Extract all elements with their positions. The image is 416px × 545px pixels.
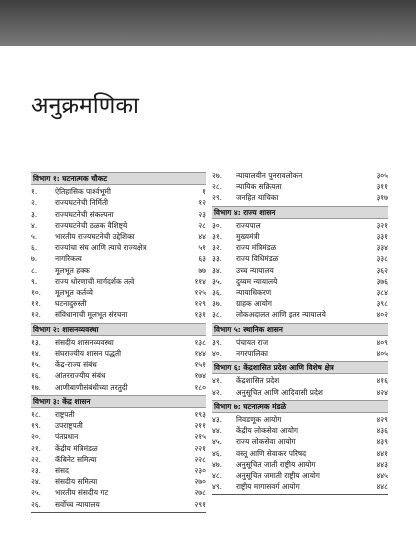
- entry-title: लोकअदालत आणि इतर न्यायालये: [236, 310, 326, 320]
- entry-page: १८०: [194, 382, 206, 392]
- entry-title: केंद्रीय मंत्रिमंडळ: [55, 443, 98, 453]
- entry-number: ४०.: [212, 349, 223, 359]
- entry-number: ४४.: [212, 426, 223, 436]
- toc-entry: [31, 309, 206, 320]
- section-heading: विभाग ७: घटनात्मक मंडळे: [212, 400, 388, 413]
- toc-entry: [31, 431, 206, 442]
- entry-number: ३१.: [212, 232, 223, 242]
- toc-entry: [31, 420, 206, 431]
- entry-title: राज्य धोरणाची मार्गदर्शक तत्वे: [55, 276, 135, 286]
- entry-page: १३१: [194, 310, 206, 320]
- entry-page: ४१६: [376, 376, 388, 386]
- entry-page: ४०५: [376, 349, 388, 359]
- toc-entry: [31, 487, 206, 498]
- entry-title: राष्ट्रपती: [55, 410, 75, 420]
- entry-title: आणीबाणीसंबंधीच्या तरतुदी: [55, 382, 128, 392]
- entry-page: १५१: [194, 360, 206, 370]
- entry-title: नगरपालिका: [236, 349, 268, 359]
- entry-number: ११.: [31, 299, 42, 309]
- entry-page: २३: [198, 209, 206, 219]
- entry-page: ४४३: [376, 459, 388, 469]
- toc-entry: [31, 209, 206, 220]
- toc-entry: [212, 448, 388, 459]
- entry-page: ३६२: [376, 265, 388, 275]
- entry-title: संविधानाची मूलभूत संरचना: [55, 310, 128, 320]
- entry-title: ग्राहक आयोग: [236, 299, 272, 309]
- entry-number: ३३.: [212, 254, 223, 264]
- entry-number: २७.: [212, 171, 223, 180]
- entry-number: १.: [31, 187, 38, 197]
- toc-entry: [31, 197, 206, 208]
- entry-number: ४२.: [212, 387, 223, 397]
- entry-number: २२.: [31, 454, 42, 464]
- entry-title: अनुसूचित जमाती राष्ट्रीय आयोग: [236, 471, 320, 481]
- toc-entry: [212, 470, 388, 481]
- entry-page: १३८: [194, 337, 206, 347]
- entry-number: ३.: [31, 209, 38, 219]
- entry-page: २१५: [194, 432, 206, 442]
- entry-page: ६३: [198, 254, 206, 264]
- entry-page: १२५: [194, 288, 206, 298]
- entry-title: राष्ट्रीय मागासवर्ग आयोग: [236, 482, 300, 492]
- entry-title: न्यायिक सक्रियता: [236, 182, 282, 192]
- entry-number: ४७.: [212, 459, 223, 469]
- section-heading: विभाग ६: केंद्रशासित प्रदेश आणि विशेष क्षेत्र: [212, 361, 388, 374]
- entry-title: केंद्रशासित प्रदेश: [236, 376, 280, 386]
- entry-number: १०.: [31, 288, 42, 298]
- entry-page: २८: [198, 220, 206, 230]
- column-end-rule: [31, 512, 206, 513]
- entry-number: २.: [31, 198, 38, 208]
- entry-page: ४४८: [376, 482, 388, 492]
- toc-entry: [212, 181, 388, 192]
- entry-page: ४३६: [376, 426, 388, 436]
- entry-number: १४.: [31, 349, 42, 359]
- entry-page: ३१७: [376, 193, 388, 203]
- entry-title: निवडणूक आयोग: [236, 415, 282, 425]
- entry-page: २७०: [194, 477, 206, 487]
- entry-number: १३.: [31, 337, 42, 347]
- entry-page: ४२९: [376, 415, 388, 425]
- entry-page: ३०५: [376, 171, 388, 180]
- section-heading: विभाग ४: राज्य शासन: [212, 206, 388, 219]
- toc-entry: [212, 276, 388, 287]
- entry-number: १८.: [31, 410, 42, 420]
- entry-page: ४०९: [376, 337, 388, 347]
- section-heading: विभाग २: शासनव्यवस्था: [31, 323, 206, 336]
- toc-entry: [31, 382, 206, 393]
- toc-entry: [31, 276, 206, 287]
- toc-entry: [31, 499, 206, 510]
- toc-entry: [31, 242, 206, 253]
- toc-entry: [31, 370, 206, 381]
- toc-entry: [212, 436, 388, 447]
- entry-title: न्यायाधिकरण: [236, 288, 272, 298]
- entry-title: संसदीय शासनव्यवस्था: [55, 337, 114, 347]
- entry-number: १५.: [31, 360, 42, 370]
- entry-number: ४.: [31, 220, 38, 230]
- entry-number: ३९.: [212, 337, 223, 347]
- entry-title: संसदीय समित्या: [55, 477, 98, 487]
- entry-title: दुय्यम न्यायालये: [236, 276, 278, 286]
- entry-number: १७.: [31, 382, 42, 392]
- entry-number: ४५.: [212, 437, 223, 447]
- toc-entry: [31, 348, 206, 359]
- entry-title: जनहित याचिका: [236, 193, 279, 203]
- entry-number: २०.: [31, 432, 42, 442]
- toc-entry: [212, 425, 388, 436]
- toc-entry: [212, 375, 388, 386]
- entry-title: मूलभूत कर्तव्ये: [55, 288, 93, 298]
- toc-entry: [212, 309, 388, 320]
- entry-title: घटनादुरुस्ती: [55, 299, 87, 309]
- toc-entry: [31, 409, 206, 420]
- toc-entry: [212, 348, 388, 359]
- entry-page: ३३१: [376, 232, 388, 242]
- entry-page: ३३४: [376, 243, 388, 253]
- entry-title: कॅबिनेट समित्या: [55, 454, 97, 464]
- toc-entry: [31, 337, 206, 348]
- entry-page: ३७६: [376, 276, 388, 286]
- entry-title: राज्यपाल: [236, 220, 261, 230]
- entry-page: १: [202, 187, 206, 197]
- toc-entry: [31, 287, 206, 298]
- entry-title: आंतरराज्यीय संबंध: [55, 371, 106, 381]
- entry-title: उपराष्ट्रपती: [55, 421, 83, 431]
- entry-title: भारतीय संसदीय गट: [55, 488, 109, 498]
- entry-title: वस्तू आणि सेवाकर परिषद: [236, 448, 307, 458]
- toc-entry: [212, 220, 388, 231]
- entry-title: मुख्यमंत्री: [236, 232, 260, 242]
- entry-number: १९.: [31, 421, 42, 431]
- entry-title: उच्च न्यायालय: [236, 265, 274, 275]
- entry-title: केंद्रीय लोकसेवा आयोग: [236, 426, 299, 436]
- entry-page: ४४१: [376, 448, 388, 458]
- entry-number: ५.: [31, 232, 38, 242]
- entry-title: अनुसूचित जाती राष्ट्रीय आयोग: [236, 459, 316, 469]
- toc-entry: [212, 265, 388, 276]
- entry-page: ३२१: [376, 220, 388, 230]
- toc-entry: [212, 231, 388, 242]
- toc-left-column: [31, 170, 206, 513]
- entry-page: ३९८: [376, 299, 388, 309]
- entry-title: पंचायत राज: [236, 337, 269, 347]
- entry-title: नागरिकत्व: [55, 254, 82, 264]
- entry-number: ४३.: [212, 415, 223, 425]
- entry-number: २१.: [31, 443, 42, 453]
- entry-title: न्यायालयीन पुनरावलोकन: [236, 171, 303, 180]
- entry-page: ४२४: [376, 387, 388, 397]
- entry-page: १९३: [194, 410, 206, 420]
- toc-entry: [31, 265, 206, 276]
- section-heading: विभाग १: घटनात्मक चौकट: [31, 172, 206, 185]
- entry-number: २३.: [31, 466, 42, 476]
- entry-number: ४१.: [212, 376, 223, 386]
- entry-page: १२९: [194, 299, 206, 309]
- entry-page: ४४: [198, 232, 206, 242]
- entry-page: ५१: [198, 243, 206, 253]
- entry-page: २७८: [194, 488, 206, 498]
- entry-title: राज्य मंत्रिमंडळ: [236, 243, 277, 253]
- entry-title: पंतप्रधान: [55, 432, 79, 442]
- entry-title: ऐतिहासिक पार्श्वभूमी: [55, 187, 111, 197]
- entry-page: ४३९: [376, 437, 388, 447]
- toc-entry: [212, 337, 388, 348]
- entry-number: ३५.: [212, 276, 223, 286]
- page-title: अनुक्रमणिका: [31, 93, 139, 119]
- entry-number: ७.: [31, 254, 38, 264]
- entry-page: २२१: [194, 443, 206, 453]
- toc-entry: [31, 465, 206, 476]
- entry-title: राज्य विधिमंडळ: [236, 254, 279, 264]
- toc-entry: [212, 192, 388, 203]
- entry-number: २८.: [212, 182, 223, 192]
- toc-entry: [212, 387, 388, 398]
- section-heading: विभाग ३: केंद्र शासन: [31, 395, 206, 408]
- toc-entry: [31, 231, 206, 242]
- toc-entry: [212, 414, 388, 425]
- entry-number: ३४.: [212, 265, 223, 275]
- toc-entry: [212, 459, 388, 470]
- entry-page: ३११: [376, 182, 388, 192]
- entry-title: राज्य लोकसेवा आयोग: [236, 437, 296, 447]
- entry-number: ४८.: [212, 471, 223, 481]
- entry-title: संघराज्यीय शासन पद्धती: [55, 349, 121, 359]
- toc-entry: [212, 170, 388, 181]
- entry-page: २११: [194, 421, 206, 431]
- entry-number: ३८.: [212, 310, 223, 320]
- entry-number: ६.: [31, 243, 38, 253]
- toc-entry: [212, 253, 388, 264]
- entry-page: ३८४: [376, 288, 388, 298]
- column-end-rule: [212, 494, 388, 495]
- entry-title: राज्यघटनेची निर्मिती: [55, 198, 109, 208]
- toc-entry: [31, 359, 206, 370]
- entry-number: २६.: [31, 499, 42, 509]
- entry-page: ७७: [198, 265, 206, 275]
- entry-title: राज्यघटनेची ठळक वैशिष्ट्ये: [55, 220, 128, 230]
- toc-right-column: [212, 170, 388, 495]
- toc-entry: [31, 186, 206, 197]
- entry-page: २९१: [194, 499, 206, 509]
- entry-page: ११४: [194, 276, 206, 286]
- toc-entry: [212, 287, 388, 298]
- entry-number: २५.: [31, 488, 42, 498]
- entry-title: अनुसूचित आणि आदिवासी प्रदेश: [236, 387, 323, 397]
- entry-title: राज्यांचा संघ आणि त्याचे राज्यक्षेत्र: [55, 243, 147, 253]
- entry-number: ४६.: [212, 448, 223, 458]
- toc-entry: [212, 242, 388, 253]
- entry-page: १२: [198, 198, 206, 208]
- entry-title: मूलभूत हक्क: [55, 265, 90, 275]
- entry-page: २२८: [194, 454, 206, 464]
- entry-number: ४९.: [212, 482, 223, 492]
- entry-title: राज्यघटनेची संकल्पना: [55, 209, 114, 219]
- entry-page: ४०२: [376, 310, 388, 320]
- entry-title: संसद: [55, 466, 69, 476]
- toc-entry: [31, 454, 206, 465]
- entry-page: ३३८: [376, 254, 388, 264]
- entry-number: १२.: [31, 310, 42, 320]
- toc-entry: [31, 298, 206, 309]
- entry-page: १४४: [194, 349, 206, 359]
- entry-page: ४४५: [376, 471, 388, 481]
- entry-number: ८.: [31, 265, 38, 275]
- entry-number: ९.: [31, 276, 38, 286]
- entry-number: ३७.: [212, 299, 223, 309]
- toc-entry: [212, 481, 388, 492]
- entry-number: ३६.: [212, 288, 223, 298]
- entry-number: १६.: [31, 371, 42, 381]
- top-banner: [0, 0, 416, 46]
- entry-page: २३०: [194, 466, 206, 476]
- entry-number: २४.: [31, 477, 42, 487]
- entry-number: ३२.: [212, 243, 223, 253]
- entry-title: भारतीय राज्यघटनेची उद्देशिका: [55, 232, 135, 242]
- toc-entry: [212, 298, 388, 309]
- toc-entry: [31, 220, 206, 231]
- toc-entry: [31, 443, 206, 454]
- entry-number: ३०.: [212, 220, 223, 230]
- section-heading: विभाग ५: स्थानिक शासन: [212, 323, 388, 336]
- toc-entry: [31, 476, 206, 487]
- toc-entry: [31, 253, 206, 264]
- entry-page: १७४: [194, 371, 206, 381]
- entry-title: सर्वोच्च न्यायालय: [55, 499, 100, 509]
- entry-title: केंद्र-राज्य संबंध: [55, 360, 97, 370]
- entry-number: २९.: [212, 193, 223, 203]
